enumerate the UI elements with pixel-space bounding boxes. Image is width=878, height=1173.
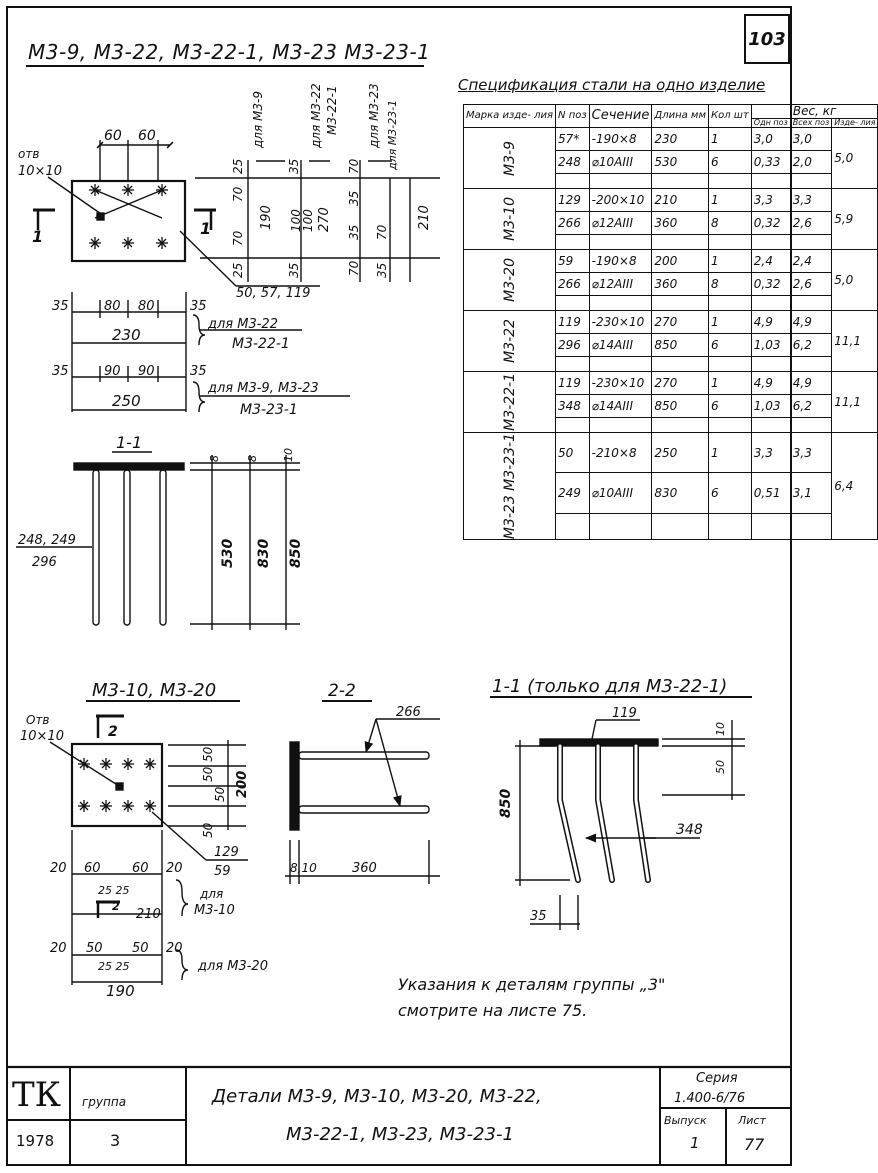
- spec-row: [464, 188, 878, 211]
- spec-empty-cell: [751, 417, 790, 432]
- mid-row1-for-1: для: [200, 887, 224, 901]
- spec-mark-cell: [464, 127, 556, 188]
- spec-empty-cell: [589, 417, 652, 432]
- spec-empty-cell: [652, 417, 709, 432]
- spec-mark: М3-23 М3-23-1: [501, 432, 518, 540]
- mid-row1-mid: 25 25: [98, 884, 130, 897]
- spec-cell-len: 850: [652, 394, 709, 417]
- spec-empty-cell: [751, 234, 790, 249]
- spec-cell-sec: -230×10: [589, 371, 652, 394]
- spec-cell-w2: 3,3: [790, 432, 831, 472]
- len-530: 530: [220, 538, 236, 568]
- spec-cell-n: 119: [556, 371, 590, 394]
- spec-cell-w2: 2,6: [790, 272, 831, 295]
- dim-60b: 60: [138, 128, 156, 144]
- row2-for-2: М3-23-1: [240, 402, 298, 418]
- dim-60a: 60: [104, 128, 122, 144]
- spec-mark: М3-10: [501, 197, 518, 241]
- year: 1978: [16, 1132, 55, 1150]
- spec-cell-w1: 1,03: [751, 394, 790, 417]
- spec-cell-w2: 2,6: [790, 211, 831, 234]
- spec-empty-cell: [751, 173, 790, 188]
- spec-cell-cnt: 1: [709, 127, 752, 150]
- row1-total: 230: [112, 326, 141, 344]
- spec-cell-w1: 0,32: [751, 272, 790, 295]
- spec-empty-cell: [556, 417, 590, 432]
- spec-cell-w1: 1,03: [751, 333, 790, 356]
- spec-cell-len: 530: [652, 150, 709, 173]
- spec-cell-n: 50: [556, 432, 590, 472]
- title-line-2: М3-22-1, М3-23, М3-23-1: [286, 1124, 514, 1145]
- spec-empty-cell: [790, 234, 831, 249]
- spec-cell-len: 850: [652, 333, 709, 356]
- spec-cell-len: 270: [652, 310, 709, 333]
- dim-8b: 8: [246, 455, 259, 462]
- series-value: 1.400-6/76: [674, 1091, 746, 1106]
- row1-dim-d: 35: [190, 299, 207, 314]
- note-line-2: смотрите на листе 75.: [398, 1001, 588, 1020]
- row1-dim-a: 35: [52, 299, 69, 314]
- mid-dim-50d: 50: [201, 822, 215, 838]
- spec-cell-len: 360: [652, 272, 709, 295]
- hdr-all: Всех поз: [790, 118, 831, 127]
- dim-col3-35a: 35: [347, 190, 361, 206]
- mid-row1-d: 20: [166, 861, 183, 876]
- label-m39: для М3-9: [251, 91, 265, 148]
- hdr-n: N поз: [556, 105, 590, 128]
- dim-col3-210: 210: [417, 205, 432, 230]
- spec-empty-cell: [556, 356, 590, 371]
- callout-plates: 50, 57, 119: [236, 286, 311, 301]
- mid-row2-for: для М3-20: [198, 959, 268, 974]
- section-mark-right: 1: [200, 219, 212, 238]
- sheet-value: 77: [744, 1135, 765, 1154]
- spec-total: 11,1: [832, 310, 878, 371]
- spec-cell-n: 296: [556, 333, 590, 356]
- spec-cell-len: 250: [652, 432, 709, 472]
- spec-empty-cell: [751, 356, 790, 371]
- section-11b-10: 10: [714, 722, 727, 736]
- spec-cell-w1: 0,32: [751, 211, 790, 234]
- mid-row2-c: 50: [132, 941, 149, 956]
- spec-cell-sec: ⌀10АIII: [589, 473, 652, 513]
- spec-cell-len: 270: [652, 371, 709, 394]
- issue-label: Выпуск: [664, 1114, 707, 1127]
- spec-mark: М3-22-1: [501, 373, 518, 431]
- mid-hole-size: 10×10: [20, 729, 64, 744]
- mid-hole-label: Отв: [26, 713, 50, 727]
- spec-empty-cell: [709, 356, 752, 371]
- spec-empty-cell: [652, 356, 709, 371]
- spec-empty-cell: [790, 513, 831, 539]
- spec-cell-cnt: 8: [709, 211, 752, 234]
- spec-cell-w2: 6,2: [790, 333, 831, 356]
- mid-row2-mid: 25 25: [98, 960, 130, 973]
- section-11b-title: 1-1 (только для М3-22-1): [492, 676, 728, 697]
- spec-cell-n: 348: [556, 394, 590, 417]
- spec-table: [463, 104, 878, 540]
- spec-total: 6,4: [832, 432, 878, 539]
- spec-cell-cnt: 6: [709, 473, 752, 513]
- label-m3231: для М3-23-1: [386, 99, 399, 170]
- mid-row1-a: 20: [50, 861, 67, 876]
- mid-dim-50a: 50: [201, 746, 215, 762]
- spec-empty-cell: [709, 417, 752, 432]
- spec-mark-cell: [464, 249, 556, 310]
- section-22-title: 2-2: [328, 681, 356, 701]
- spec-cell-w2: 3,3: [790, 188, 831, 211]
- spec-total: 11,1: [832, 371, 878, 432]
- mid-row1-sec: 2: [112, 900, 120, 913]
- spec-cell-len: 360: [652, 211, 709, 234]
- spec-cell-w1: 4,9: [751, 310, 790, 333]
- spec-row: [464, 371, 878, 394]
- spec-empty-cell: [709, 295, 752, 310]
- logo-tk: ТК: [12, 1075, 61, 1115]
- row2-for-1: для М3-9, М3-23: [208, 381, 319, 396]
- spec-empty-cell: [589, 295, 652, 310]
- section-22-thk: 8,10: [290, 861, 317, 875]
- spec-empty-cell: [589, 356, 652, 371]
- spec-title: Спецификация стали на одно изделие: [458, 76, 766, 94]
- spec-cell-n: 266: [556, 272, 590, 295]
- section-22-callout: 266: [396, 705, 421, 720]
- dim-col3-35c: 35: [375, 262, 389, 278]
- mid-dim-50b: 50: [201, 766, 215, 782]
- spec-cell-w2: 2,4: [790, 249, 831, 272]
- hdr-item: Изде- лия: [832, 118, 878, 127]
- spec-cell-n: 57*: [556, 127, 590, 150]
- spec-cell-cnt: 8: [709, 272, 752, 295]
- spec-cell-w2: 4,9: [790, 310, 831, 333]
- dim-col3-35b: 35: [347, 224, 361, 240]
- hdr-count: Кол шт: [709, 105, 752, 128]
- spec-cell-cnt: 1: [709, 249, 752, 272]
- spec-cell-cnt: 1: [709, 432, 752, 472]
- dim-col2-100a: 100: [289, 209, 303, 232]
- len-830: 830: [256, 538, 272, 568]
- spec-cell-sec: -210×8: [589, 432, 652, 472]
- row1-dim-c: 80: [138, 299, 155, 314]
- dim-col1-190: 190: [259, 205, 274, 230]
- spec-cell-sec: ⌀12АIII: [589, 272, 652, 295]
- spec-empty-cell: [652, 295, 709, 310]
- hdr-one: Одн поз: [751, 118, 790, 127]
- mid-row2-total: 190: [106, 982, 135, 1000]
- dim-col3-70c: 70: [347, 260, 361, 276]
- spec-total: 5,9: [832, 188, 878, 249]
- spec-mark: М3-22: [501, 319, 518, 363]
- spec-cell-n: 249: [556, 473, 590, 513]
- spec-cell-len: 830: [652, 473, 709, 513]
- hole-label: отв: [18, 147, 40, 161]
- spec-cell-n: 248: [556, 150, 590, 173]
- section-mark-left: 1: [32, 227, 44, 246]
- mid-dim-200: 200: [235, 770, 250, 798]
- mid-row1-for-2: М3-10: [194, 903, 235, 918]
- section-11b-35: 35: [530, 909, 547, 924]
- spec-empty-cell: [589, 173, 652, 188]
- spec-cell-w1: 3,3: [751, 188, 790, 211]
- section-11b-50: 50: [714, 760, 727, 774]
- spec-cell-w2: 3,0: [790, 127, 831, 150]
- spec-row: [464, 127, 878, 150]
- spec-cell-n: 129: [556, 188, 590, 211]
- dim-col2-270: 270: [317, 207, 332, 232]
- spec-cell-sec: -190×8: [589, 249, 652, 272]
- spec-row: [464, 432, 878, 472]
- spec-total: 5,0: [832, 249, 878, 310]
- row1-for-2: М3-22-1: [232, 336, 290, 352]
- spec-cell-w2: 4,9: [790, 371, 831, 394]
- spec-cell-sec: ⌀14АIII: [589, 394, 652, 417]
- group-value: 3: [110, 1131, 121, 1150]
- spec-cell-w2: 3,1: [790, 473, 831, 513]
- spec-cell-cnt: 1: [709, 188, 752, 211]
- spec-empty-cell: [556, 234, 590, 249]
- spec-cell-sec: -190×8: [589, 127, 652, 150]
- hdr-length: Длина мм: [652, 105, 709, 128]
- spec-cell-len: 200: [652, 249, 709, 272]
- spec-cell-w1: 0,51: [751, 473, 790, 513]
- spec-empty-cell: [709, 173, 752, 188]
- spec-cell-sec: -230×10: [589, 310, 652, 333]
- dim-col2-35b: 35: [287, 262, 301, 278]
- mid-title: М3-10, М3-20: [92, 680, 217, 701]
- spec-mark: М3-9: [501, 140, 518, 176]
- sheet-number: 103: [748, 28, 786, 50]
- spec-empty-cell: [556, 513, 590, 539]
- callout-248-249: 248, 249: [18, 533, 76, 548]
- row2-dim-a: 35: [52, 364, 69, 379]
- spec-mark-cell: [464, 310, 556, 371]
- section-11b-850: 850: [498, 788, 514, 818]
- label-m323: для М3-23: [367, 83, 381, 148]
- spec-cell-sec: ⌀10АIII: [589, 150, 652, 173]
- row2-total: 250: [112, 392, 141, 410]
- dim-col3-70b: 70: [375, 224, 389, 240]
- spec-cell-w1: 4,9: [751, 371, 790, 394]
- hole-size: 10×10: [18, 164, 62, 179]
- spec-cell-n: 266: [556, 211, 590, 234]
- top-heading-text: М3-9, М3-22, М3-22-1, М3-23 М3-23-1: [28, 40, 431, 64]
- dim-col2-100b: 100: [301, 209, 315, 232]
- section-11b-348: 348: [676, 822, 703, 838]
- label-m3221: М3-22-1: [325, 85, 339, 135]
- section-11b-119: 119: [612, 706, 637, 721]
- spec-cell-n: 119: [556, 310, 590, 333]
- spec-cell-cnt: 1: [709, 371, 752, 394]
- spec-mark-cell: [464, 371, 556, 432]
- spec-empty-cell: [709, 234, 752, 249]
- hdr-weight: Вес, кг: [751, 105, 878, 119]
- section-22-len: 360: [352, 861, 377, 876]
- row2-dim-b: 90: [104, 364, 121, 379]
- spec-empty-cell: [556, 173, 590, 188]
- dim-col2-35a: 35: [287, 158, 301, 174]
- section-11-title: 1-1: [116, 433, 143, 452]
- row1-for-1: для М3-22: [208, 317, 278, 332]
- spec-cell-n: 59: [556, 249, 590, 272]
- group-label: группа: [82, 1095, 127, 1109]
- spec-empty-cell: [556, 295, 590, 310]
- spec-cell-cnt: 1: [709, 310, 752, 333]
- series-label: Серия: [696, 1071, 738, 1086]
- spec-cell-sec: -200×10: [589, 188, 652, 211]
- spec-cell-len: 210: [652, 188, 709, 211]
- spec-cell-sec: ⌀12АIII: [589, 211, 652, 234]
- spec-cell-cnt: 6: [709, 394, 752, 417]
- spec-cell-w1: 2,4: [751, 249, 790, 272]
- spec-empty-cell: [790, 356, 831, 371]
- mid-callout-129: 129: [214, 845, 239, 860]
- spec-mark: М3-20: [501, 258, 518, 302]
- issue-value: 1: [690, 1134, 700, 1152]
- note-line-1: Указания к деталям группы „3": [398, 975, 666, 994]
- spec-row: [464, 249, 878, 272]
- spec-cell-cnt: 6: [709, 150, 752, 173]
- mid-row2-b: 50: [86, 941, 103, 956]
- dim-10: 10: [282, 448, 295, 462]
- title-line-1: Детали М3-9, М3-10, М3-20, М3-22,: [212, 1086, 542, 1107]
- spec-empty-cell: [790, 417, 831, 432]
- spec-empty-cell: [790, 173, 831, 188]
- spec-total: 5,0: [832, 127, 878, 188]
- dim-col1-70a: 70: [231, 186, 245, 202]
- hdr-marka: Марка изде- лия: [464, 105, 556, 128]
- dim-col1-25a: 25: [231, 158, 245, 174]
- row2-dim-d: 35: [190, 364, 207, 379]
- dim-col1-70b: 70: [231, 230, 245, 246]
- spec-empty-cell: [589, 513, 652, 539]
- spec-cell-w2: 2,0: [790, 150, 831, 173]
- dim-8a: 8: [208, 455, 221, 462]
- dim-col3-70a: 70: [347, 158, 361, 174]
- spec-row: [464, 310, 878, 333]
- mid-row1-c: 60: [132, 861, 149, 876]
- mid-row1-total: 210: [136, 907, 161, 922]
- spec-cell-len: 230: [652, 127, 709, 150]
- mid-row1-b: 60: [84, 861, 101, 876]
- row1-dim-b: 80: [104, 299, 121, 314]
- spec-cell-w1: 0,33: [751, 150, 790, 173]
- row2-dim-c: 90: [138, 364, 155, 379]
- mid-sec-mark: 2: [108, 724, 118, 740]
- spec-cell-sec: ⌀14АIII: [589, 333, 652, 356]
- spec-empty-cell: [652, 513, 709, 539]
- callout-296: 296: [32, 555, 57, 570]
- spec-empty-cell: [652, 234, 709, 249]
- spec-cell-cnt: 6: [709, 333, 752, 356]
- spec-empty-cell: [751, 513, 790, 539]
- dim-col1-25b: 25: [231, 262, 245, 278]
- mid-row2-a: 20: [50, 941, 67, 956]
- spec-empty-cell: [790, 295, 831, 310]
- spec-empty-cell: [589, 234, 652, 249]
- mid-callout-59: 59: [214, 864, 231, 879]
- spec-cell-w2: 6,2: [790, 394, 831, 417]
- spec-cell-w1: 3,0: [751, 127, 790, 150]
- spec-empty-cell: [652, 173, 709, 188]
- sheet-label: Лист: [738, 1114, 766, 1127]
- label-m322: для М3-22: [309, 83, 323, 148]
- spec-mark-cell: [464, 432, 556, 539]
- spec-empty-cell: [709, 513, 752, 539]
- spec-cell-w1: 3,3: [751, 432, 790, 472]
- hdr-section: Сечение: [589, 105, 652, 128]
- len-850: 850: [288, 538, 304, 568]
- mid-dim-50c: 50: [213, 786, 227, 802]
- spec-empty-cell: [751, 295, 790, 310]
- mid-row2-d: 20: [166, 941, 183, 956]
- spec-mark-cell: [464, 188, 556, 249]
